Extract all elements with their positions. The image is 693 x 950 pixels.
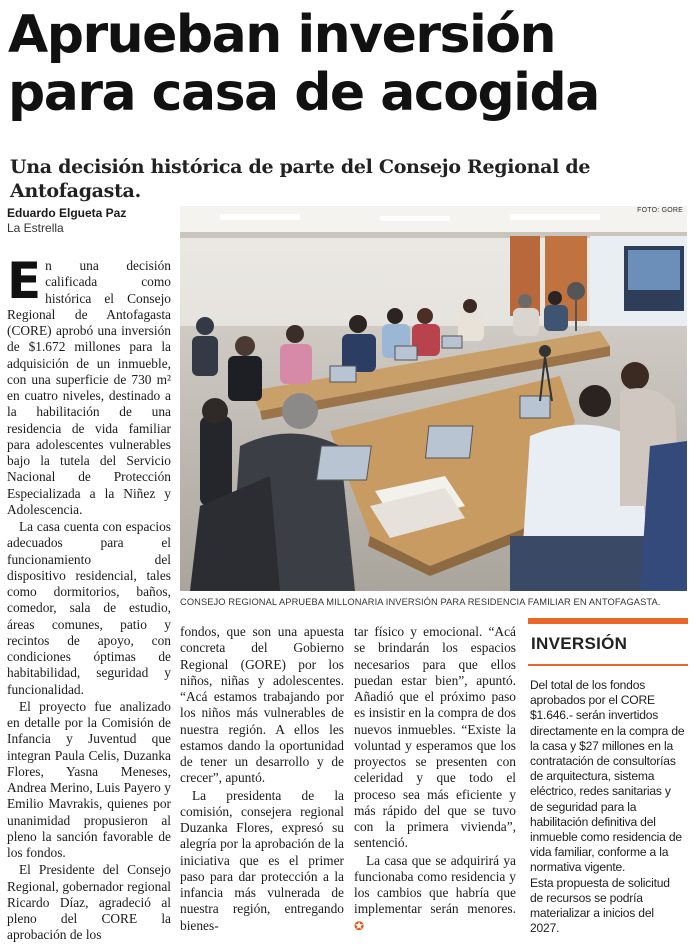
sidebar-paragraph: Del total de los fondos aprobados por el CORE $1.646.- serán invertidos directamente en la compra de la casa y $27 millones en la contratación de consultorías de arquitectura, sistema eléctrico, redes sanitarias y de seguridad para la habilitación definitiva del inmueble como residencia de vida familiar, conforme a la normativa vigente. <box>530 678 685 875</box>
paragraph: El Presidente del Consejo Regional, gobernador regional Ricardo Díaz, agradeció al pleno del CORE la aprobación de los <box>7 862 171 943</box>
paragraph: En una decisión calificada como histórica el Consejo Regional de Antofagasta (CORE) aprobó una inversión de $1.672 millones para la adquisición de un inmueble, con una superficie de 730 m² en cuatro niveles, destinado a la habilitación de una residencia de vida familiar para adolescentes vulnerables bajo la tutela del Servicio Nacional de Protección Especializada a la Niñez y Adolescencia. <box>7 258 171 517</box>
investment-sidebar <box>528 618 688 946</box>
sidebar-paragraph: Esta propuesta de solicitud de recursos se podría materializar a inicios del 2027. <box>530 875 670 936</box>
paragraph: El proyecto fue analizado en detalle por la Comisión de Infancia y Juventud que integran Paula Celis, Duzanka Flores, Yasna Meneses, Andrea Merino, Luis Payero y Emilio Mavrakis, quienes por unanimidad propusieron al pleno la sanción favorable de los fondos. <box>7 698 171 860</box>
end-mark-icon: ✪ <box>354 918 365 933</box>
outlet-name: La Estrella <box>7 221 64 235</box>
photo-caption: CONSEJO REGIONAL APRUEBA MILLONARIA INVERSIÓN PARA RESIDENCIA FAMILIAR EN ANTOFAGASTA. <box>180 597 661 607</box>
headline: Aprueban inversión para casa de acogida <box>8 5 599 123</box>
paragraph: La casa cuenta con espacios adecuados para el funcionamiento del dispositivo residencial, tales como dormitorios, baños, comedor, sala de estudio, áreas comunes, patio y recintos de apoyo, con condiciones óptimas de habitabilidad, seguridad y funcionalidad. <box>7 519 171 697</box>
dropcap: E <box>7 258 42 310</box>
byline <box>7 206 126 236</box>
sidebar-title: INVERSIÓN <box>531 634 628 653</box>
sidebar-text <box>528 678 688 936</box>
article-column-3 <box>354 624 516 946</box>
sidebar-divider <box>528 664 688 666</box>
paragraph: tar físico y emocional. “Acá se brindarán los espacios necesarios para que ellos puedan estar bien”, apuntó. Añadió que el próximo paso es insistir en la compra de dos nuevos inmuebles. “Existe la voluntad y esperamos que los proyectos se presenten con celeridad y que todo el proceso sea más eficiente y más rápido del que se tuvo con la primera vivienda”, sentenció. <box>354 624 516 851</box>
subheadline: Una decisión histórica de parte del Consejo Regional de Antofagasta. <box>10 156 591 202</box>
paragraph: La presidenta de la comisión, consejera regional Duzanka Flores, expresó su alegría por la aprobación de la iniciativa que es el primer paso para dar protección a la infancia más vulnerada de nuestra región, entregando bienes- <box>180 787 344 933</box>
article-column-2 <box>180 624 344 946</box>
author-name: Eduardo Elgueta Paz <box>7 206 127 220</box>
council-meeting-photo <box>180 206 687 591</box>
paragraph: fondos, que son una apuesta concreta del Gobierno Regional (GORE) por los niños, niñas y adolescentes. “Acá estamos trabajando por los niños más vulnerables de nuestra región. A ellos les estamos dando la oportunidad de tener un desarrollo y de crecer”, apuntó. <box>180 624 344 786</box>
article-photo <box>180 206 687 591</box>
article-column-1 <box>7 258 171 946</box>
paragraph: La casa que se adquirirá ya funcionaba como residencia y los cambios que habría que implementar serán menores. ✪ <box>354 852 516 933</box>
photo-credit: FOTO: GORE <box>637 207 683 214</box>
